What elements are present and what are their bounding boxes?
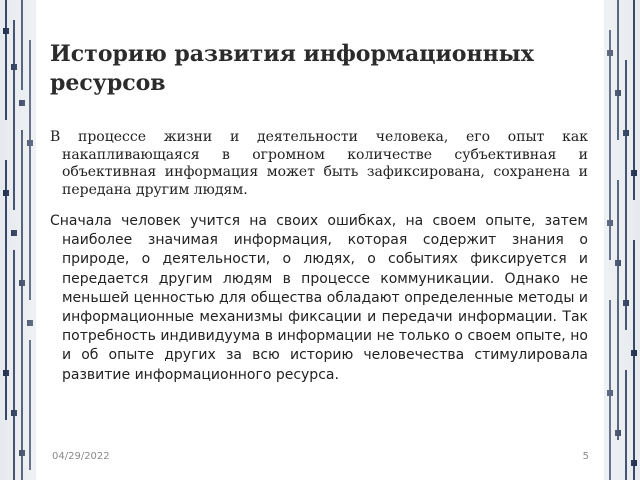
circuit-pattern-right: [604, 0, 640, 480]
slide-content: [50, 0, 590, 480]
paragraph-1: В процессе жизни и деятельности человека, его опыт как накапливающаяся в огромном количестве субъективная и объективная информация может быть зафиксирована, сохранена и передана другим людям.: [50, 129, 588, 198]
paragraph-2: Сначала человек учится на своих ошибках, на своем опыте, затем наиболее значимая информация, которая содержит знания о природе, о деятельности, о людях, о событиях фиксируется и передается другим людям в процессе коммуникации. Однако не меньшей ценностью для общества обладают определенные методы и информационные механизмы фиксации и передачи информации. Так потребность индивидуума в информации не только о своем опыте, но и об опыте других за всю историю человечества стимулировала развитие информационного ресурса.: [50, 213, 588, 383]
right-decorative-border: [604, 0, 640, 480]
slide-number: 5: [582, 451, 589, 462]
circuit-pattern-left: [0, 0, 36, 480]
left-decorative-border: [0, 0, 36, 480]
slide-title: Историю развития информационных ресурсов: [50, 41, 534, 96]
footer-date: 04/29/2022: [52, 451, 110, 462]
